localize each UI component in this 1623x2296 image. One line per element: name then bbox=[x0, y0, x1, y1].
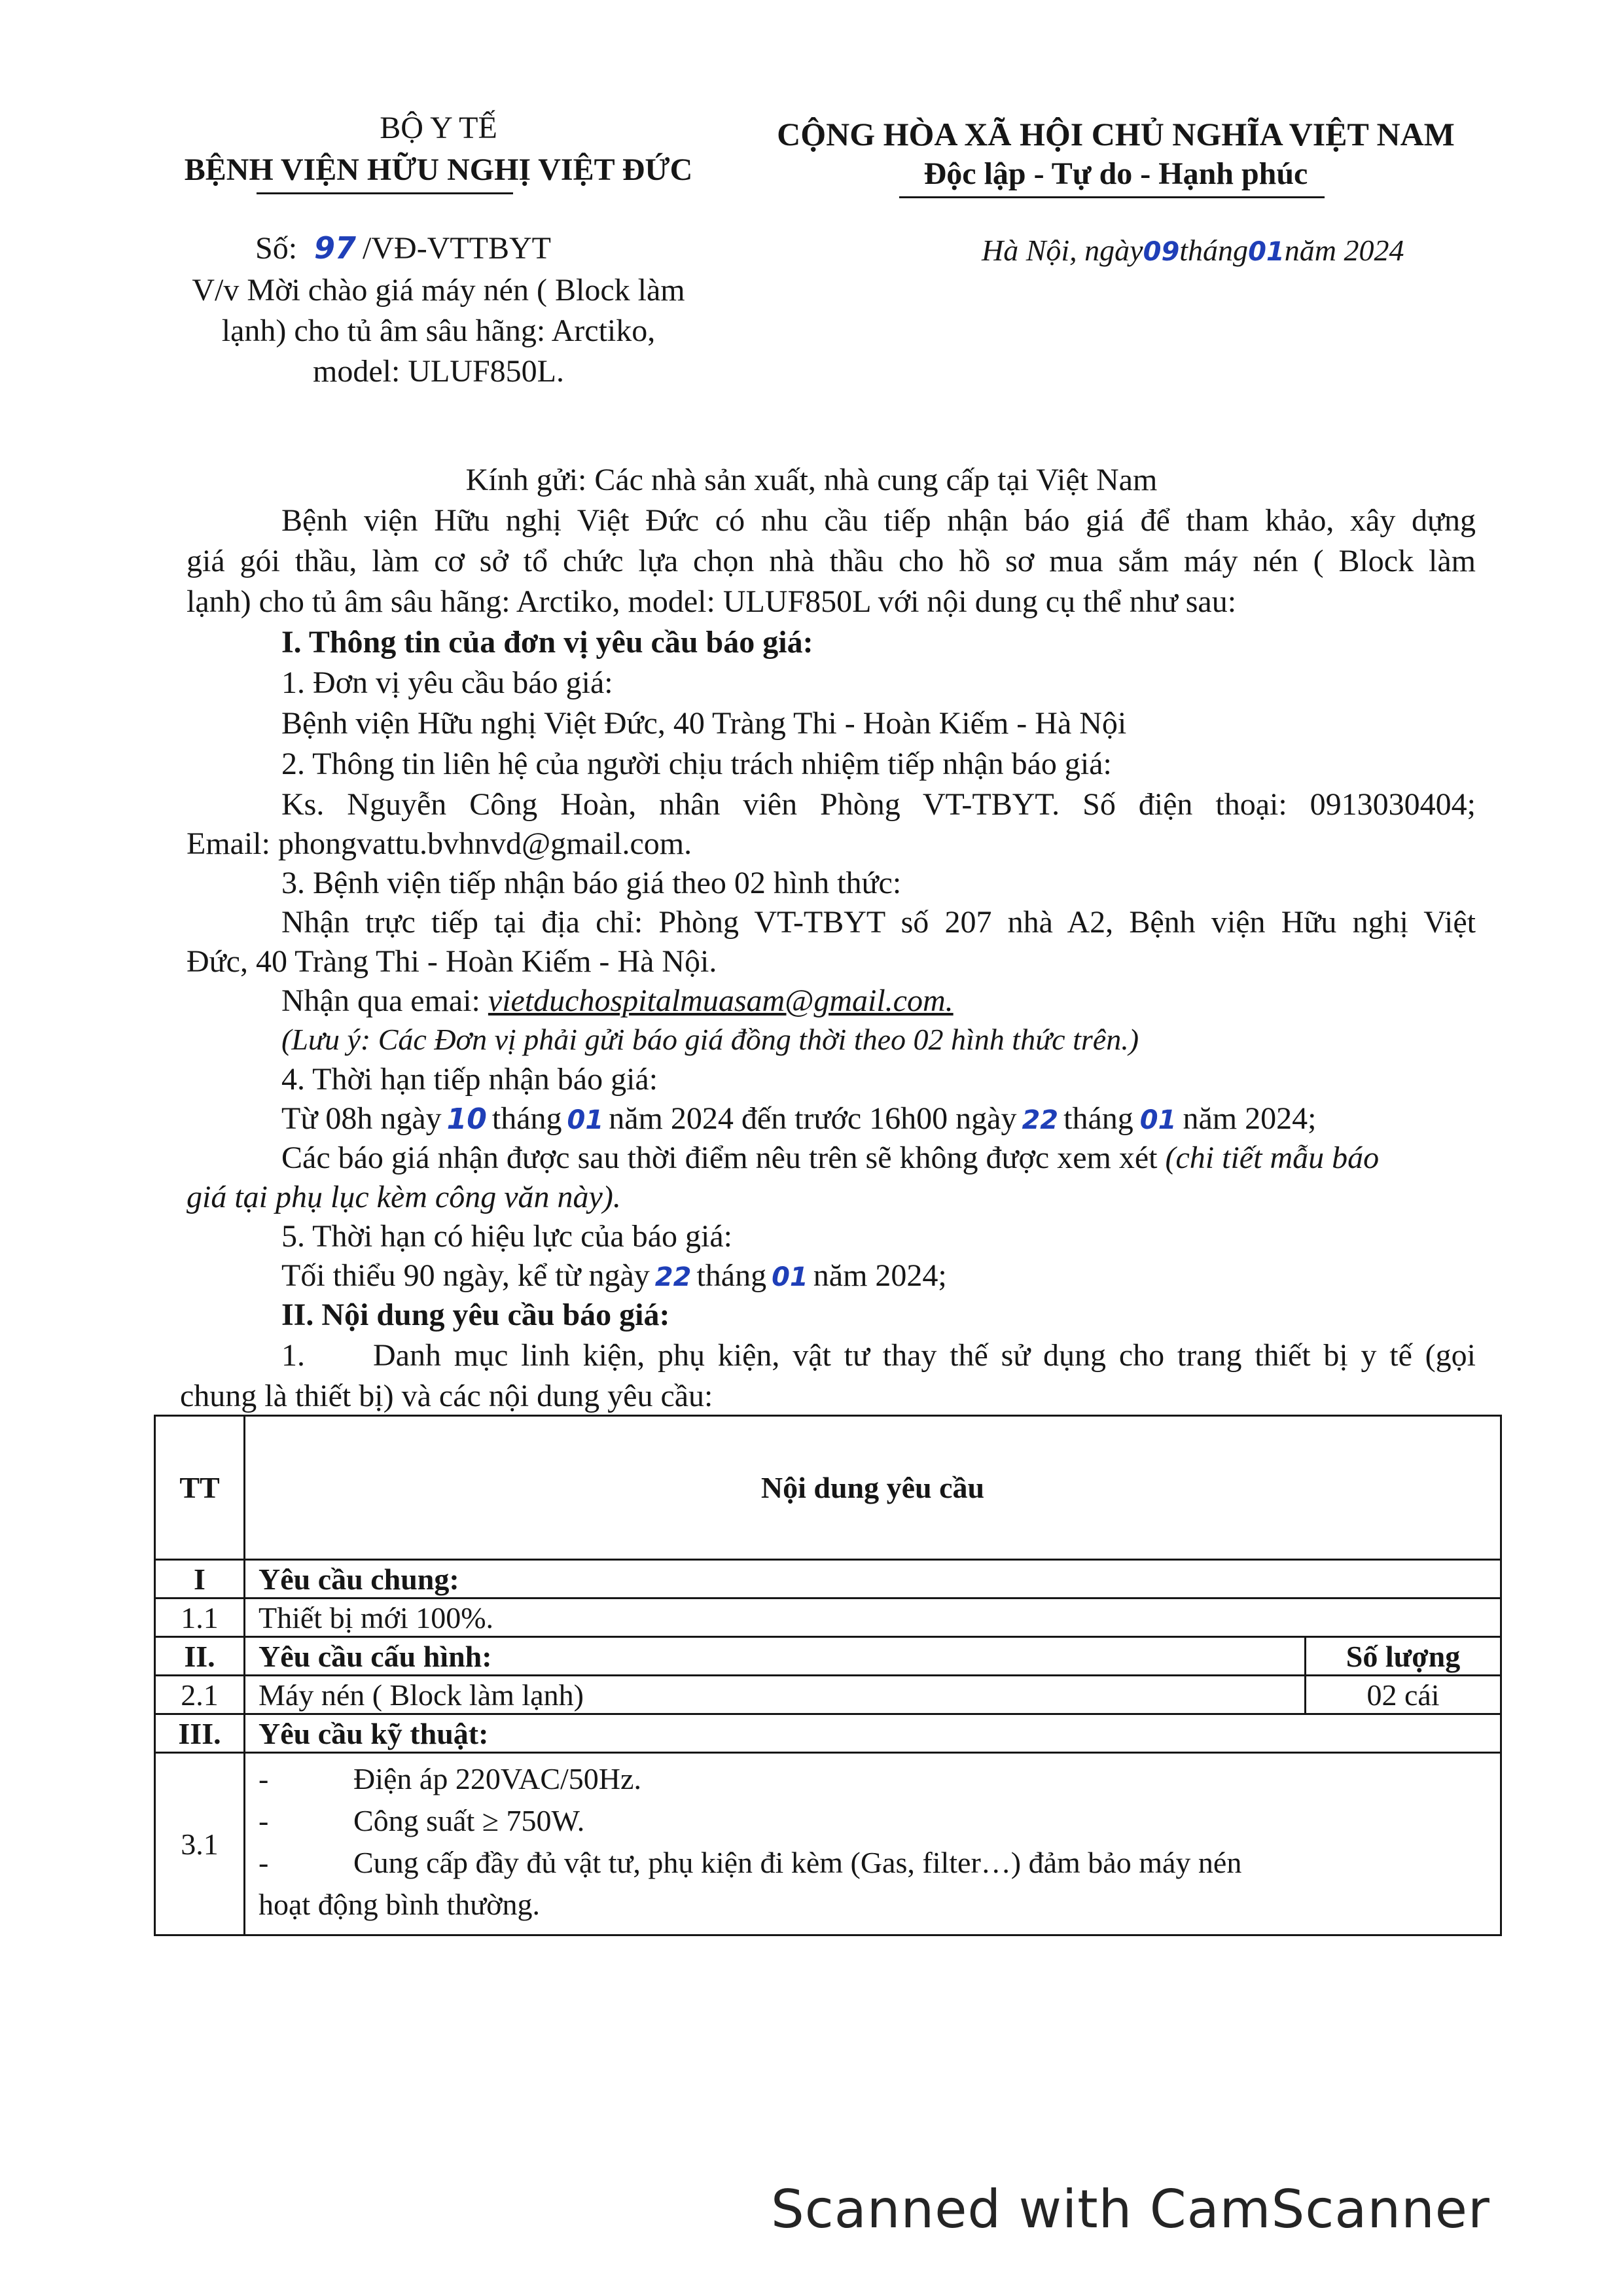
doc-number-handwritten: 97 bbox=[314, 230, 357, 266]
table-row-1-text: Yêu cầu chung: bbox=[259, 1562, 459, 1596]
item-4-text-a: Từ 08h ngày bbox=[281, 1101, 442, 1136]
place-date-text-3: năm 2024 bbox=[1284, 234, 1404, 267]
item-4-month-2: 01 bbox=[1139, 1105, 1177, 1135]
intro-line-1: Bệnh viện Hữu nghị Việt Đức có nhu cầu tiếp nhận báo giá để tham khảo, xây dựng bbox=[281, 503, 1476, 538]
item-4-text-b: tháng bbox=[491, 1101, 562, 1136]
day-handwritten: 09 bbox=[1143, 237, 1180, 267]
item-3-title: 3. Bệnh viện tiếp nhận báo giá theo 02 hình thức: bbox=[281, 866, 902, 900]
intro-line-2: giá gói thầu, làm cơ sở tổ chức lựa chọn nhà thầu cho hồ sơ mua sắm máy nén ( Block làm bbox=[187, 544, 1476, 578]
table-row-6-line-1: Điện áp 220VAC/50Hz. bbox=[353, 1762, 641, 1795]
item-3-text-1: Nhận trực tiếp tại địa chỉ: Phòng VT-TBYT số 207 nhà A2, Bệnh viện Hữu nghị Việt bbox=[281, 905, 1476, 940]
table-row-6-bullet-2: - bbox=[259, 1804, 269, 1837]
table-row-2-tt: 1.1 bbox=[181, 1600, 219, 1634]
item-4-title: 4. Thời hạn tiếp nhận báo giá: bbox=[281, 1062, 658, 1097]
republic-title: CỘNG HÒA XÃ HỘI CHỦ NGHĨA VIỆT NAM bbox=[777, 116, 1455, 152]
subject-line-1: V/v Mời chào giá máy nén ( Block làm bbox=[192, 273, 685, 308]
item-5-text bbox=[281, 1258, 947, 1294]
subject-line-3: model: ULUF850L. bbox=[313, 354, 564, 389]
list-1-text-1: Danh mục linh kiện, phụ kiện, vật tư thay thế sử dụng cho trang thiết bị y tế (gọi bbox=[373, 1338, 1476, 1373]
section-2-title: II. Nội dung yêu cầu báo giá: bbox=[281, 1298, 670, 1332]
table-row-6-tt: 3.1 bbox=[181, 1827, 219, 1861]
item-4-text-2b: (chi tiết mẫu báo bbox=[1165, 1140, 1380, 1175]
subject-line-2: lạnh) cho tủ âm sâu hãng: Arctiko, bbox=[221, 313, 656, 348]
item-5-text-c: năm 2024; bbox=[813, 1258, 947, 1293]
item-4-text-2a: Các báo giá nhận được sau thời điểm nêu trên sẽ không được xem xét bbox=[281, 1140, 1166, 1175]
item-5-month: 01 bbox=[772, 1262, 808, 1292]
section-1-title: I. Thông tin của đơn vị yêu cầu báo giá: bbox=[281, 625, 813, 660]
item-3-note: (Lưu ý: Các Đơn vị phải gửi báo giá đồng thời theo 02 hình thức trên.) bbox=[281, 1023, 1139, 1056]
table-border-bottom bbox=[154, 1934, 1502, 1936]
item-3-email-link[interactable]: vietduchospitalmuasam@gmail.com. bbox=[488, 983, 954, 1018]
item-4-text-d: tháng bbox=[1063, 1101, 1133, 1136]
item-1-text: Bệnh viện Hữu nghị Việt Đức, 40 Tràng Thi - Hoàn Kiếm - Hà Nội bbox=[281, 706, 1127, 741]
table-row-4-quantity: 02 cái bbox=[1366, 1678, 1440, 1712]
table-row-6-bullet-3: - bbox=[259, 1846, 269, 1879]
item-4-day-1: 10 bbox=[446, 1103, 487, 1136]
month-handwritten: 01 bbox=[1248, 237, 1285, 267]
doc-number-prefix: Số: bbox=[255, 231, 298, 266]
item-5-day: 22 bbox=[654, 1262, 692, 1292]
table-row-4-tt: 2.1 bbox=[181, 1678, 219, 1712]
motto: Độc lập - Tự do - Hạnh phúc bbox=[923, 156, 1308, 191]
table-row-6-line-3: Cung cấp đầy đủ vật tư, phụ kiện đi kèm (Gas, filter…) đảm bảo máy nén bbox=[353, 1846, 1242, 1879]
doc-number-suffix: /VĐ-VTTBYT bbox=[363, 231, 551, 266]
item-3-text-2: Đức, 40 Tràng Thi - Hoàn Kiếm - Hà Nội. bbox=[187, 944, 717, 979]
place-date bbox=[982, 233, 1404, 268]
table-header-content: Nội dung yêu cầu bbox=[760, 1471, 985, 1504]
table-row-6-bullet-1: - bbox=[259, 1762, 269, 1795]
table-row-1-tt: I bbox=[194, 1562, 205, 1596]
item-4-day-2: 22 bbox=[1022, 1105, 1059, 1135]
table-row-3-text: Yêu cầu cấu hình: bbox=[259, 1639, 492, 1673]
table-header-tt: TT bbox=[179, 1471, 220, 1504]
list-1-number: 1. bbox=[281, 1338, 305, 1373]
item-3-email-line bbox=[281, 983, 954, 1019]
ministry-name: BỘ Y TẾ bbox=[380, 111, 497, 145]
table-quantity-header: Số lượng bbox=[1346, 1639, 1461, 1673]
document-number bbox=[255, 230, 551, 266]
hospital-underline bbox=[257, 192, 513, 194]
hospital-name: BỆNH VIỆN HỮU NGHỊ VIỆT ĐỨC bbox=[184, 152, 693, 187]
intro-line-3: lạnh) cho tủ âm sâu hãng: Arctiko, model: ULUF850L với nội dung cụ thể như sau: bbox=[187, 584, 1237, 619]
item-4-text-e: năm 2024; bbox=[1183, 1101, 1317, 1136]
table-border-right bbox=[1500, 1415, 1502, 1936]
camscanner-watermark: Scanned with CamScanner bbox=[771, 2179, 1490, 2240]
item-5-text-b: tháng bbox=[696, 1258, 767, 1293]
table-row-5-tt: III. bbox=[178, 1716, 221, 1750]
place-date-text-1: Hà Nội, ngày bbox=[982, 234, 1143, 267]
place-date-text-2: tháng bbox=[1179, 234, 1249, 267]
item-5-title: 5. Thời hạn có hiệu lực của báo giá: bbox=[281, 1219, 732, 1254]
item-5-text-a: Tối thiểu 90 ngày, kể từ ngày bbox=[281, 1258, 650, 1293]
item-2-title: 2. Thông tin liên hệ của người chịu trách nhiệm tiếp nhận báo giá: bbox=[281, 747, 1112, 781]
table-row-3-tt: II. bbox=[184, 1639, 215, 1673]
motto-underline bbox=[899, 196, 1325, 198]
list-1-text-2: chung là thiết bị) và các nội dung yêu cầu: bbox=[180, 1379, 713, 1413]
table-row-5-text: Yêu cầu kỹ thuật: bbox=[259, 1716, 489, 1750]
table-row-6-line-2: Công suất ≥ 750W. bbox=[353, 1804, 585, 1837]
table-row-6-line-4: hoạt động bình thường. bbox=[259, 1888, 541, 1921]
item-1-title: 1. Đơn vị yêu cầu báo giá: bbox=[281, 665, 613, 700]
item-4-text-2 bbox=[281, 1140, 1379, 1176]
recipient: Kính gửi: Các nhà sản xuất, nhà cung cấp tại Việt Nam bbox=[465, 463, 1158, 497]
item-3-email-label: Nhận qua emai: bbox=[281, 983, 488, 1018]
item-4-text-c: năm 2024 đến trước 16h00 ngày bbox=[609, 1101, 1017, 1136]
table-row-4-text: Máy nén ( Block làm lạnh) bbox=[259, 1678, 584, 1712]
item-4-text-1 bbox=[281, 1101, 1316, 1137]
item-4-month-1: 01 bbox=[567, 1105, 604, 1135]
item-2-text-1: Ks. Nguyễn Công Hoàn, nhân viên Phòng VT-TBYT. Số điện thoại: 0913030404; bbox=[281, 787, 1476, 822]
item-2-text-2: Email: phongvattu.bvhnvd@gmail.com. bbox=[187, 826, 692, 861]
table-row-2-text: Thiết bị mới 100%. bbox=[259, 1600, 494, 1634]
table-row-divider bbox=[154, 1752, 1502, 1754]
item-4-text-3: giá tại phụ lục kèm công văn này). bbox=[187, 1180, 621, 1214]
